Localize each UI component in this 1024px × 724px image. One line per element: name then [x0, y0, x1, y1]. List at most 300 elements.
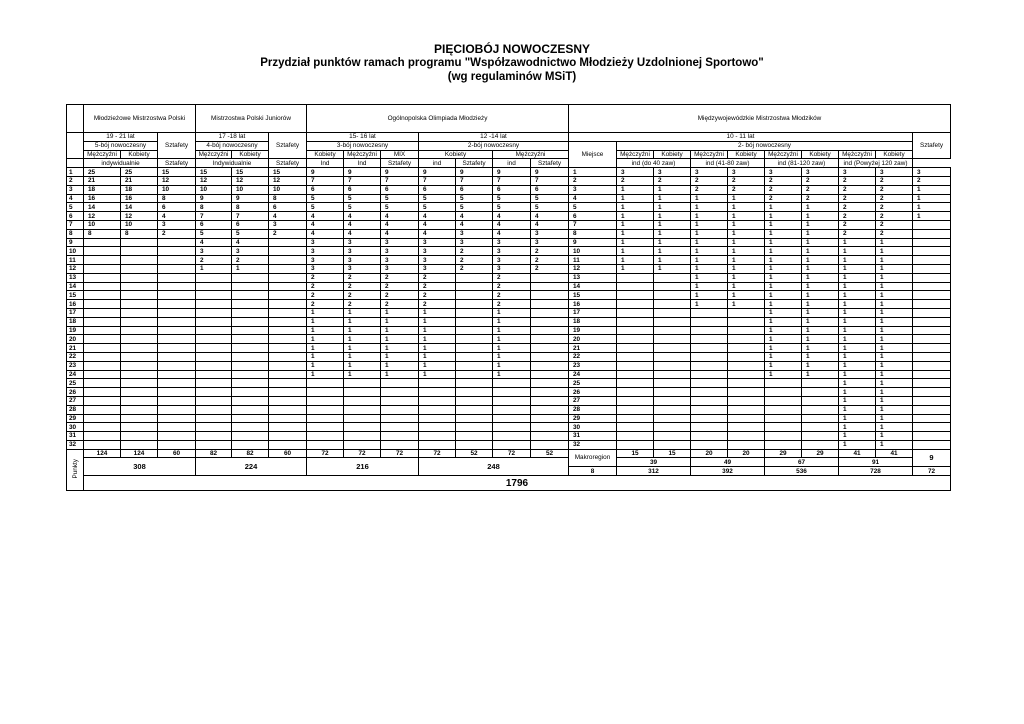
points-cell: 1: [802, 264, 839, 273]
points-cell: 3: [456, 229, 493, 238]
points-cell: 6: [307, 185, 344, 194]
points-cell: 1: [654, 238, 691, 247]
points-cell: 5: [307, 194, 344, 203]
points-cell: 2: [876, 212, 913, 221]
points-cell: 2: [839, 203, 876, 212]
points-cell: 1: [307, 317, 344, 326]
points-cell: [121, 291, 158, 300]
h-men-4: Mężczyźni: [493, 150, 569, 159]
points-cell: 9: [531, 168, 569, 177]
points-cell: [232, 335, 269, 344]
pair-sum: 91: [839, 458, 913, 467]
points-cell: 2: [493, 282, 531, 291]
header-mmm: Międzywojewódzkie Mistrzostwa Młodzików: [569, 105, 951, 133]
points-cell: [344, 432, 381, 441]
points-cell: 2: [802, 185, 839, 194]
points-cell: 7: [493, 176, 531, 185]
points-cell: 1: [839, 379, 876, 388]
points-cell: 1: [802, 326, 839, 335]
points-cell: [269, 291, 307, 300]
points-cell: [456, 379, 493, 388]
points-cell: 6: [344, 185, 381, 194]
points-cell: [456, 388, 493, 397]
points-cell: [84, 396, 121, 405]
place-number-mm: 1: [569, 168, 617, 177]
place-number-mm: 31: [569, 432, 617, 441]
points-cell: 5: [493, 203, 531, 212]
points-cell: 2: [654, 176, 691, 185]
points-cell: [419, 388, 456, 397]
points-cell: 1: [765, 300, 802, 309]
place-number: 24: [67, 370, 84, 379]
place-number: 8: [67, 229, 84, 238]
points-cell: 1: [617, 238, 654, 247]
points-cell: 3: [158, 220, 196, 229]
points-cell: 1: [876, 352, 913, 361]
points-cell: 1: [876, 282, 913, 291]
points-cell: 1: [839, 291, 876, 300]
points-cell: 2: [419, 300, 456, 309]
points-cell: [617, 308, 654, 317]
place-number: 22: [67, 352, 84, 361]
points-cell: [802, 423, 839, 432]
points-cell: [456, 273, 493, 282]
points-cell: 1: [728, 256, 765, 265]
points-cell: [654, 300, 691, 309]
points-cell: [232, 440, 269, 449]
points-cell: 1: [839, 405, 876, 414]
column-sum: 72: [307, 449, 344, 458]
points-cell: 10: [196, 185, 232, 194]
points-cell: 5: [531, 194, 569, 203]
points-cell: [913, 317, 951, 326]
points-cell: 3: [307, 247, 344, 256]
points-cell: 1: [839, 432, 876, 441]
points-cell: [158, 396, 196, 405]
h-relay-4: Sztafety: [456, 159, 493, 168]
points-cell: 1: [419, 370, 456, 379]
place-number-mm: 15: [569, 291, 617, 300]
points-cell: 1: [802, 256, 839, 265]
h-women-mm1: Kobiety: [654, 150, 691, 159]
points-cell: 1: [419, 352, 456, 361]
points-cell: 4: [232, 238, 269, 247]
points-cell: 8: [158, 194, 196, 203]
points-cell: 10: [269, 185, 307, 194]
place-number: 19: [67, 326, 84, 335]
points-cell: [419, 440, 456, 449]
points-cell: 1: [344, 335, 381, 344]
place-number-mm: 18: [569, 317, 617, 326]
points-cell: 1: [802, 317, 839, 326]
points-cell: [158, 282, 196, 291]
place-number: 26: [67, 388, 84, 397]
points-cell: [121, 423, 158, 432]
points-cell: [913, 300, 951, 309]
points-cell: 2: [493, 291, 531, 300]
points-cell: 1: [802, 291, 839, 300]
points-cell: [158, 379, 196, 388]
mm-column-sum: 15: [654, 449, 691, 458]
points-cell: [728, 335, 765, 344]
points-cell: 1: [876, 317, 913, 326]
points-cell: 14: [121, 203, 158, 212]
mm-column-sum: 15: [617, 449, 654, 458]
points-cell: [419, 423, 456, 432]
points-cell: [654, 335, 691, 344]
points-cell: 1: [802, 308, 839, 317]
points-cell: 1: [691, 300, 728, 309]
points-cell: [493, 432, 531, 441]
points-cell: 1: [344, 370, 381, 379]
disc-2boj-mm: 2- bój nowoczesny: [617, 141, 913, 150]
points-cell: [691, 352, 728, 361]
points-cell: 15: [232, 168, 269, 177]
points-cell: 1: [493, 335, 531, 344]
points-cell: [456, 423, 493, 432]
place-number-mm: 4: [569, 194, 617, 203]
points-cell: [654, 388, 691, 397]
points-cell: 1: [691, 264, 728, 273]
points-cell: [654, 379, 691, 388]
document-subtitle-rules: (wg regulaminów MSiT): [447, 71, 577, 83]
points-cell: 9: [196, 194, 232, 203]
place-number-mm: 2: [569, 176, 617, 185]
place-number-mm: 5: [569, 203, 617, 212]
points-cell: [269, 370, 307, 379]
points-cell: 1: [802, 203, 839, 212]
points-cell: 2: [456, 256, 493, 265]
points-cell: 1: [381, 344, 419, 353]
points-cell: 7: [344, 176, 381, 185]
points-cell: 12: [84, 212, 121, 221]
points-cell: 1: [654, 220, 691, 229]
group-sum: 224: [196, 458, 307, 476]
points-cell: [802, 396, 839, 405]
points-cell: 4: [419, 212, 456, 221]
points-cell: 10: [121, 220, 158, 229]
points-cell: [617, 423, 654, 432]
points-cell: 12: [158, 176, 196, 185]
place-number-mm: 32: [569, 440, 617, 449]
points-cell: 10: [232, 185, 269, 194]
points-cell: [232, 300, 269, 309]
points-cell: [728, 361, 765, 370]
points-cell: [269, 247, 307, 256]
points-cell: 16: [121, 194, 158, 203]
h-men-mm1: Mężczyźni: [617, 150, 654, 159]
points-cell: 1: [839, 440, 876, 449]
points-cell: [531, 388, 569, 397]
group-sum: 308: [84, 458, 196, 476]
points-cell: [344, 379, 381, 388]
points-cell: [691, 370, 728, 379]
h-women-1: Kobiety: [121, 150, 158, 159]
place-number-mm: 13: [569, 273, 617, 282]
points-cell: 2: [456, 264, 493, 273]
points-cell: 9: [419, 168, 456, 177]
place-number: 6: [67, 212, 84, 221]
h-mm-cat-1: ind (do 40 zaw): [617, 159, 691, 168]
table-row: [67, 361, 951, 370]
points-cell: 3: [728, 168, 765, 177]
points-cell: 2: [765, 194, 802, 203]
points-cell: 2: [876, 176, 913, 185]
place-number-mm: 22: [569, 352, 617, 361]
points-cell: 1: [765, 352, 802, 361]
table-row: [67, 291, 951, 300]
points-cell: 3: [531, 238, 569, 247]
points-cell: 1: [839, 335, 876, 344]
points-cell: [654, 370, 691, 379]
mm-column-sum: 29: [765, 449, 802, 458]
points-cell: [617, 432, 654, 441]
table-row: [67, 396, 951, 405]
points-cell: 1: [876, 273, 913, 282]
points-cell: [691, 423, 728, 432]
points-cell: 2: [344, 273, 381, 282]
points-cell: [269, 379, 307, 388]
points-cell: 3: [456, 238, 493, 247]
points-cell: 1: [802, 344, 839, 353]
points-cell: [728, 370, 765, 379]
points-cell: [531, 300, 569, 309]
points-cell: [381, 396, 419, 405]
place-number-mm: 17: [569, 308, 617, 317]
points-cell: 1: [913, 194, 951, 203]
document-header: [0, 42, 1024, 84]
points-cell: 15: [196, 168, 232, 177]
points-cell: 1: [765, 370, 802, 379]
points-cell: 7: [307, 176, 344, 185]
points-cell: [196, 432, 232, 441]
points-cell: [269, 396, 307, 405]
points-cell: 2: [419, 291, 456, 300]
points-cell: 3: [307, 264, 344, 273]
points-cell: [381, 440, 419, 449]
points-cell: [531, 282, 569, 291]
points-cell: [456, 300, 493, 309]
points-cell: [381, 388, 419, 397]
points-cell: 4: [456, 220, 493, 229]
points-cell: 1: [728, 220, 765, 229]
points-cell: 1: [839, 273, 876, 282]
points-cell: 4: [269, 212, 307, 221]
points-cell: 1: [839, 317, 876, 326]
points-cell: 1: [839, 388, 876, 397]
points-cell: [121, 414, 158, 423]
place-number: 30: [67, 423, 84, 432]
table-row: [67, 247, 951, 256]
points-cell: 2: [839, 194, 876, 203]
points-cell: [196, 326, 232, 335]
points-cell: 4: [307, 220, 344, 229]
points-cell: 2: [381, 273, 419, 282]
points-cell: [158, 432, 196, 441]
table-row: [67, 264, 951, 273]
place-number: 15: [67, 291, 84, 300]
h-women-mm3: Kobiety: [802, 150, 839, 159]
points-cell: 1: [913, 203, 951, 212]
points-cell: [456, 361, 493, 370]
points-cell: 1: [802, 300, 839, 309]
points-cell: 1: [765, 361, 802, 370]
mm-column-sum: 20: [728, 449, 765, 458]
points-cell: [802, 405, 839, 414]
points-cell: 4: [344, 212, 381, 221]
points-cell: [531, 361, 569, 370]
points-cell: [913, 247, 951, 256]
points-cell: [269, 308, 307, 317]
points-cell: 1: [493, 352, 531, 361]
place-number-mm: 26: [569, 388, 617, 397]
header-row-competitions: [67, 105, 951, 133]
points-cell: [913, 326, 951, 335]
points-cell: 1: [728, 264, 765, 273]
points-cell: [232, 344, 269, 353]
points-cell: [232, 370, 269, 379]
h-indiv-1: indywidualnie: [84, 159, 158, 168]
points-cell: 5: [456, 194, 493, 203]
points-cell: 1: [765, 291, 802, 300]
points-cell: [531, 405, 569, 414]
points-cell: 1: [344, 352, 381, 361]
points-cell: [913, 423, 951, 432]
column-sum: 52: [456, 449, 493, 458]
points-cell: 2: [493, 300, 531, 309]
points-cell: [531, 335, 569, 344]
points-cell: 1: [839, 414, 876, 423]
points-cell: 3: [419, 247, 456, 256]
h-women-4: Kobiety: [419, 150, 493, 159]
points-cell: [419, 379, 456, 388]
points-cell: 1: [765, 326, 802, 335]
points-cell: 1: [802, 361, 839, 370]
points-cell: 1: [196, 264, 232, 273]
points-cell: 7: [381, 176, 419, 185]
points-cell: 1: [839, 264, 876, 273]
points-cell: [691, 414, 728, 423]
points-cell: 5: [493, 194, 531, 203]
points-cell: 3: [232, 247, 269, 256]
points-cell: [802, 379, 839, 388]
points-cell: 1: [617, 220, 654, 229]
points-cell: 2: [876, 229, 913, 238]
points-cell: 1: [728, 212, 765, 221]
h-women-mm2: Kobiety: [728, 150, 765, 159]
points-cell: [654, 308, 691, 317]
h-relay-2b: Sztafety: [269, 159, 307, 168]
points-cell: [765, 414, 802, 423]
points-cell: 5: [381, 194, 419, 203]
place-number-mm: 11: [569, 256, 617, 265]
points-cell: [456, 335, 493, 344]
points-cell: 6: [419, 185, 456, 194]
points-cell: 1: [381, 308, 419, 317]
points-cell: [617, 379, 654, 388]
points-cell: 3: [802, 168, 839, 177]
points-cell: [232, 414, 269, 423]
points-cell: 5: [381, 203, 419, 212]
points-cell: [344, 423, 381, 432]
points-cell: 2: [232, 256, 269, 265]
points-cell: 1: [765, 344, 802, 353]
points-cell: 9: [344, 168, 381, 177]
points-cell: 1: [654, 256, 691, 265]
table-row: [67, 229, 951, 238]
age-12-14: 12 -14 lat: [419, 133, 569, 142]
place-number: 25: [67, 379, 84, 388]
points-cell: [913, 264, 951, 273]
points-cell: 1: [419, 361, 456, 370]
table-row: [67, 282, 951, 291]
table-row: [67, 440, 951, 449]
place-number-mm: 10: [569, 247, 617, 256]
points-cell: [158, 405, 196, 414]
points-cell: 1: [344, 361, 381, 370]
points-cell: 2: [269, 229, 307, 238]
points-cell: 3: [381, 247, 419, 256]
points-cell: [802, 440, 839, 449]
points-cell: 6: [381, 185, 419, 194]
points-cell: [765, 379, 802, 388]
document-subtitle: Przydział punktów ramach programu "Współzawodnictwo Młodzieży Uzdolnionej Sportowo": [260, 57, 764, 69]
points-cell: [84, 317, 121, 326]
points-cell: 1: [493, 326, 531, 335]
points-cell: [617, 326, 654, 335]
points-cell: 2: [876, 194, 913, 203]
points-cell: [269, 361, 307, 370]
pair-sum: 39: [617, 458, 691, 467]
points-cell: [269, 335, 307, 344]
points-cell: 5: [344, 203, 381, 212]
points-cell: [121, 379, 158, 388]
points-cell: 1: [765, 264, 802, 273]
points-cell: 4: [381, 220, 419, 229]
points-cell: 3: [344, 256, 381, 265]
points-cell: 1: [307, 335, 344, 344]
age-19-21: 19 - 21 lat: [84, 133, 158, 142]
mm-group-sum: 312: [617, 467, 691, 476]
points-cell: 1: [876, 440, 913, 449]
points-cell: [617, 414, 654, 423]
points-cell: [419, 432, 456, 441]
points-cell: [269, 423, 307, 432]
table-row: [67, 335, 951, 344]
points-cell: [196, 379, 232, 388]
place-number: 9: [67, 238, 84, 247]
points-cell: [456, 291, 493, 300]
points-cell: 2: [839, 229, 876, 238]
points-cell: 2: [728, 185, 765, 194]
points-cell: [269, 264, 307, 273]
points-cell: [728, 414, 765, 423]
points-cell: 8: [84, 229, 121, 238]
place-number: 32: [67, 440, 84, 449]
points-cell: 2: [728, 176, 765, 185]
column-sum: 72: [493, 449, 531, 458]
points-cell: 1: [419, 308, 456, 317]
points-cell: [196, 317, 232, 326]
points-cell: 12: [232, 176, 269, 185]
points-cell: 2: [419, 273, 456, 282]
points-cell: 1: [307, 370, 344, 379]
points-cell: [531, 326, 569, 335]
points-cell: [419, 414, 456, 423]
points-cell: 5: [196, 229, 232, 238]
points-cell: [269, 440, 307, 449]
points-cell: [728, 440, 765, 449]
